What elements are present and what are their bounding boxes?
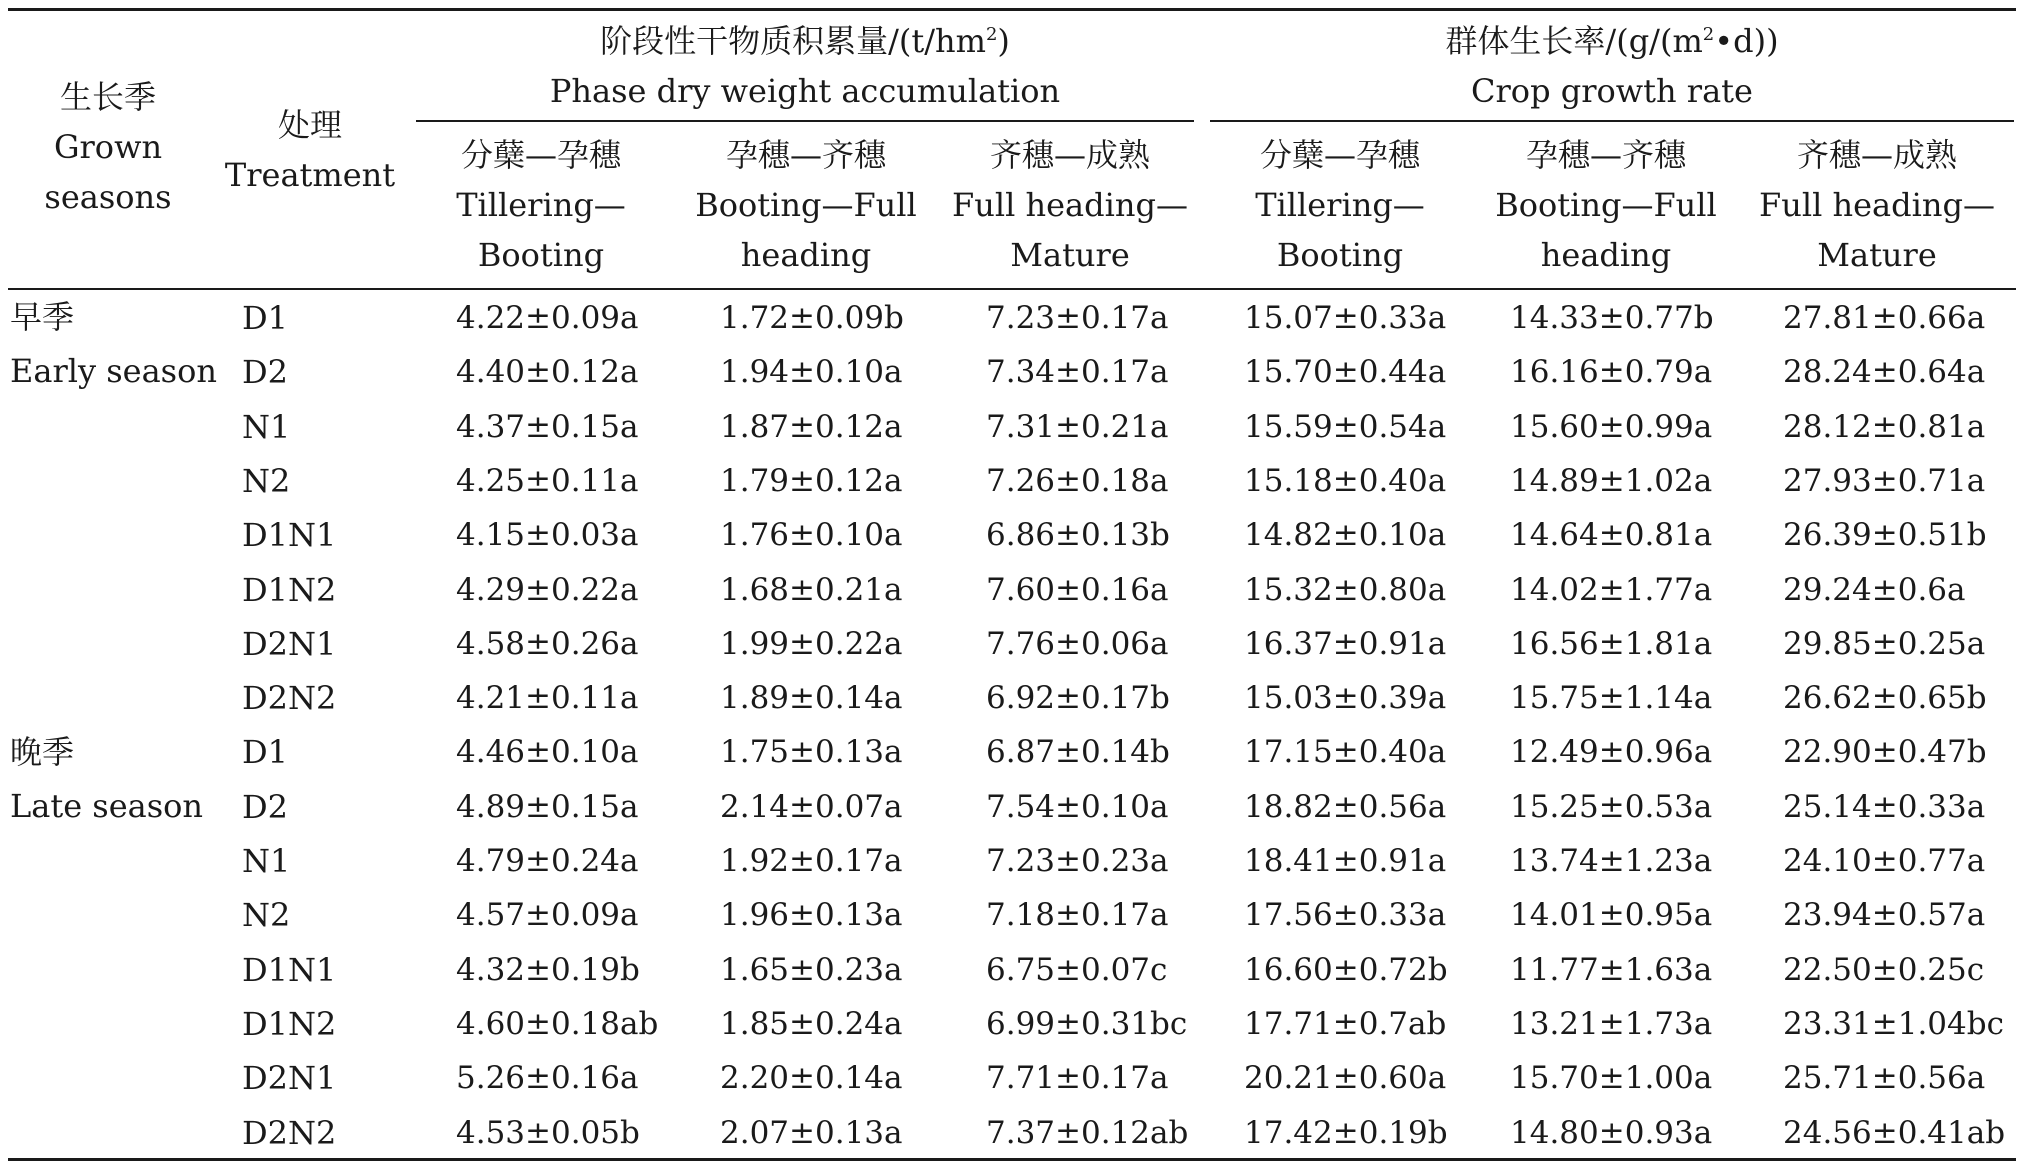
value-cell: 2.14±0.07a [720, 788, 903, 825]
value-cell: 1.94±0.10a [720, 354, 903, 391]
value-cell: 16.60±0.72b [1244, 951, 1448, 988]
value-cell: 14.33±0.77b [1510, 300, 1714, 336]
value-cell: 18.82±0.56a [1244, 788, 1447, 825]
subheader-1-en1: Tillering— [456, 186, 626, 224]
subheader-1 [416, 130, 666, 280]
value-cell: 15.75±1.14a [1510, 680, 1713, 717]
subheader-5-zh: 孕穗—齐穗 [1525, 136, 1686, 174]
value-cell: 23.31±1.04bc [1783, 1005, 2004, 1042]
treatment-cell: N2 [242, 461, 291, 500]
value-cell: 15.60±0.99a [1510, 408, 1713, 445]
subheader-4-en2: Booting [1276, 236, 1404, 274]
value-cell: 2.07±0.13a [720, 1114, 903, 1151]
value-cell: 7.34±0.17a [986, 354, 1169, 391]
treatment-cell: D2N1 [242, 1059, 337, 1098]
value-cell: 16.56±1.81a [1510, 625, 1713, 662]
value-cell: 5.26±0.16a [456, 1060, 639, 1097]
treatment-cell: D2N1 [242, 624, 337, 663]
subheader-3-zh: 齐穗—成熟 [989, 136, 1150, 174]
value-cell: 1.65±0.23a [720, 951, 903, 988]
treatment-cell: D1N2 [242, 1004, 337, 1043]
value-cell: 1.75±0.13a [720, 734, 903, 771]
value-cell: 29.24±0.6a [1783, 571, 1966, 608]
treatment-cell: N2 [242, 896, 291, 935]
value-cell: 6.87±0.14b [986, 734, 1170, 771]
value-cell: 15.32±0.80a [1244, 571, 1447, 608]
value-cell: 1.89±0.14a [720, 680, 903, 717]
value-cell: 7.60±0.16a [986, 571, 1169, 608]
value-cell: 27.81±0.66a [1783, 300, 1986, 336]
value-cell: 15.70±1.00a [1510, 1060, 1713, 1097]
value-cell: 2.20±0.14a [720, 1060, 903, 1097]
value-cell: 4.22±0.09a [456, 300, 639, 336]
subheader-6-zh: 齐穗—成熟 [1796, 136, 1957, 174]
value-cell: 1.87±0.12a [720, 408, 903, 445]
value-cell: 6.92±0.17b [986, 680, 1170, 717]
treatment-cell: D2N2 [242, 679, 337, 718]
value-cell: 1.99±0.22a [720, 625, 903, 662]
value-cell: 4.32±0.19b [456, 951, 640, 988]
group2-header-en: Crop growth rate [1471, 72, 1753, 110]
header-bottom-rule [8, 288, 2016, 290]
value-cell: 4.79±0.24a [456, 843, 639, 879]
value-cell: 1.85±0.24a [720, 1005, 903, 1042]
subheader-6-en1: Full heading— [1759, 186, 1995, 224]
treatment-header-zh: 处理 [277, 106, 342, 144]
group2-header-zh: 群体生长率$/(g/(m^2•d))$ [1445, 22, 1779, 60]
value-cell: 4.57±0.09a [456, 897, 639, 934]
value-cell: 1.76±0.10a [720, 517, 903, 554]
value-cell: 1.96±0.13a [720, 897, 903, 934]
value-cell: 25.71±0.56a [1783, 1060, 1986, 1097]
value-cell: 16.37±0.91a [1244, 625, 1447, 662]
value-cell: 4.58±0.26a [456, 625, 639, 662]
value-cell: 15.25±0.53a [1510, 788, 1713, 825]
value-cell: 12.49±0.96a [1510, 734, 1713, 771]
value-cell: 4.46±0.10a [456, 734, 639, 771]
value-cell: 17.15±0.40a [1244, 734, 1447, 771]
value-cell: 11.77±1.63a [1510, 951, 1713, 988]
subheader-4 [1210, 130, 1470, 280]
subheader-3-en1: Full heading— [952, 186, 1188, 224]
value-cell: 4.60±0.18ab [456, 1005, 659, 1042]
subheader-5-en1: Booting—Full [1495, 186, 1717, 224]
bottom-rule [8, 1158, 2016, 1161]
value-cell: 17.71±0.7ab [1244, 1005, 1447, 1042]
value-cell: 24.10±0.77a [1783, 843, 1986, 879]
value-cell: 17.42±0.19b [1244, 1114, 1448, 1151]
value-cell: 17.56±0.33a [1244, 897, 1447, 934]
value-cell: 14.89±1.02a [1510, 462, 1713, 499]
value-cell: 1.79±0.12a [720, 462, 903, 499]
subheader-2-zh: 孕穗—齐穗 [725, 136, 886, 174]
treatment-cell: D1N2 [242, 570, 337, 609]
treatment-cell: N1 [242, 842, 291, 880]
value-cell: 4.15±0.03a [456, 517, 639, 554]
subheader-1-zh: 分蘖—孕穗 [460, 136, 621, 174]
treatment-cell: D2 [242, 353, 289, 392]
treatment-cell: D2N2 [242, 1113, 337, 1152]
subheader-5-en2: heading [1540, 236, 1672, 274]
value-cell: 20.21±0.60a [1244, 1060, 1447, 1097]
group2-underline [1210, 120, 2014, 122]
value-cell: 28.24±0.64a [1783, 354, 1986, 391]
value-cell: 7.31±0.21a [986, 408, 1169, 445]
group1-underline [416, 120, 1194, 122]
value-cell: 15.70±0.44a [1244, 354, 1447, 391]
subheader-1-en2: Booting [477, 236, 605, 274]
value-cell: 15.18±0.40a [1244, 462, 1447, 499]
subheader-5 [1476, 130, 1736, 280]
value-cell: 4.89±0.15a [456, 788, 639, 825]
treatment-cell: D1N1 [242, 950, 337, 989]
value-cell: 25.14±0.33a [1783, 788, 1986, 825]
value-cell: 26.62±0.65b [1783, 680, 1987, 717]
value-cell: 7.76±0.06a [986, 625, 1169, 662]
subheader-2-en1: Booting—Full [695, 186, 917, 224]
value-cell: 15.07±0.33a [1244, 300, 1447, 336]
group2-header [1210, 16, 2014, 116]
subheader-4-en1: Tillering— [1255, 186, 1425, 224]
value-cell: 4.40±0.12a [456, 354, 639, 391]
treatment-header [210, 100, 410, 200]
value-cell: 18.41±0.91a [1244, 843, 1447, 879]
value-cell: 26.39±0.51b [1783, 517, 1987, 554]
subheader-3-en2: Mature [1010, 236, 1130, 274]
value-cell: 13.21±1.73a [1510, 1005, 1713, 1042]
value-cell: 24.56±0.41ab [1783, 1114, 2006, 1151]
value-cell: 4.21±0.11a [456, 680, 639, 717]
value-cell: 7.23±0.17a [986, 300, 1169, 336]
season-header-en2: seasons [44, 178, 172, 216]
value-cell: 6.86±0.13b [986, 517, 1170, 554]
treatment-cell: D1 [242, 299, 289, 337]
value-cell: 7.18±0.17a [986, 897, 1169, 934]
value-cell: 4.37±0.15a [456, 408, 639, 445]
value-cell: 14.82±0.10a [1244, 517, 1447, 554]
value-cell: 1.68±0.21a [720, 571, 903, 608]
treatment-header-en: Treatment [224, 156, 396, 194]
value-cell: 14.01±0.95a [1510, 897, 1713, 934]
value-cell: 23.94±0.57a [1783, 897, 1986, 934]
value-cell: 16.16±0.79a [1510, 354, 1713, 391]
value-cell: 4.29±0.22a [456, 571, 639, 608]
treatment-cell: D1N1 [242, 516, 337, 555]
season-late-zh: 晚季 [10, 733, 75, 771]
season-late-en: Late season [10, 787, 204, 825]
value-cell: 1.92±0.17a [720, 843, 903, 879]
season-header-en1: Grown [53, 128, 163, 166]
value-cell: 6.99±0.31bc [986, 1005, 1188, 1042]
value-cell: 28.12±0.81a [1783, 408, 1986, 445]
value-cell: 14.64±0.81a [1510, 517, 1713, 554]
season-early-en: Early season [10, 352, 217, 390]
value-cell: 7.54±0.10a [986, 788, 1169, 825]
value-cell: 7.23±0.23a [986, 843, 1169, 879]
season-early-zh: 早季 [10, 298, 75, 336]
group1-header-en: Phase dry weight accumulation [549, 72, 1061, 110]
top-rule [8, 8, 2016, 11]
value-cell: 13.74±1.23a [1510, 843, 1713, 879]
value-cell: 1.72±0.09b [720, 300, 904, 336]
treatment-cell: D2 [242, 787, 289, 826]
treatment-cell: N1 [242, 407, 291, 446]
value-cell: 15.03±0.39a [1244, 680, 1447, 717]
value-cell: 29.85±0.25a [1783, 625, 1986, 662]
value-cell: 15.59±0.54a [1244, 408, 1447, 445]
subheader-6-en2: Mature [1817, 236, 1937, 274]
season-header-zh: 生长季 [59, 78, 156, 116]
value-cell: 4.25±0.11a [456, 462, 639, 499]
treatment-cell: D1 [242, 733, 289, 772]
value-cell: 22.50±0.25c [1783, 951, 1985, 988]
value-cell: 14.80±0.93a [1510, 1114, 1713, 1151]
group1-header [416, 16, 1194, 116]
subheader-2 [676, 130, 936, 280]
group1-header-zh: 阶段性干物质积累量$/(t/hm^2)$ [600, 22, 1010, 60]
value-cell: 14.02±1.77a [1510, 571, 1713, 608]
value-cell: 27.93±0.71a [1783, 462, 1986, 499]
season-header [8, 72, 208, 222]
value-cell: 6.75±0.07c [986, 951, 1168, 988]
value-cell: 4.53±0.05b [456, 1114, 640, 1151]
value-cell: 7.37±0.12ab [986, 1114, 1189, 1151]
value-cell: 22.90±0.47b [1783, 734, 1987, 771]
subheader-3 [940, 130, 1200, 280]
subheader-2-en2: heading [740, 236, 872, 274]
subheader-4-zh: 分蘖—孕穗 [1259, 136, 1420, 174]
value-cell: 7.71±0.17a [986, 1060, 1169, 1097]
value-cell: 7.26±0.18a [986, 462, 1169, 499]
subheader-6 [1740, 130, 2014, 280]
